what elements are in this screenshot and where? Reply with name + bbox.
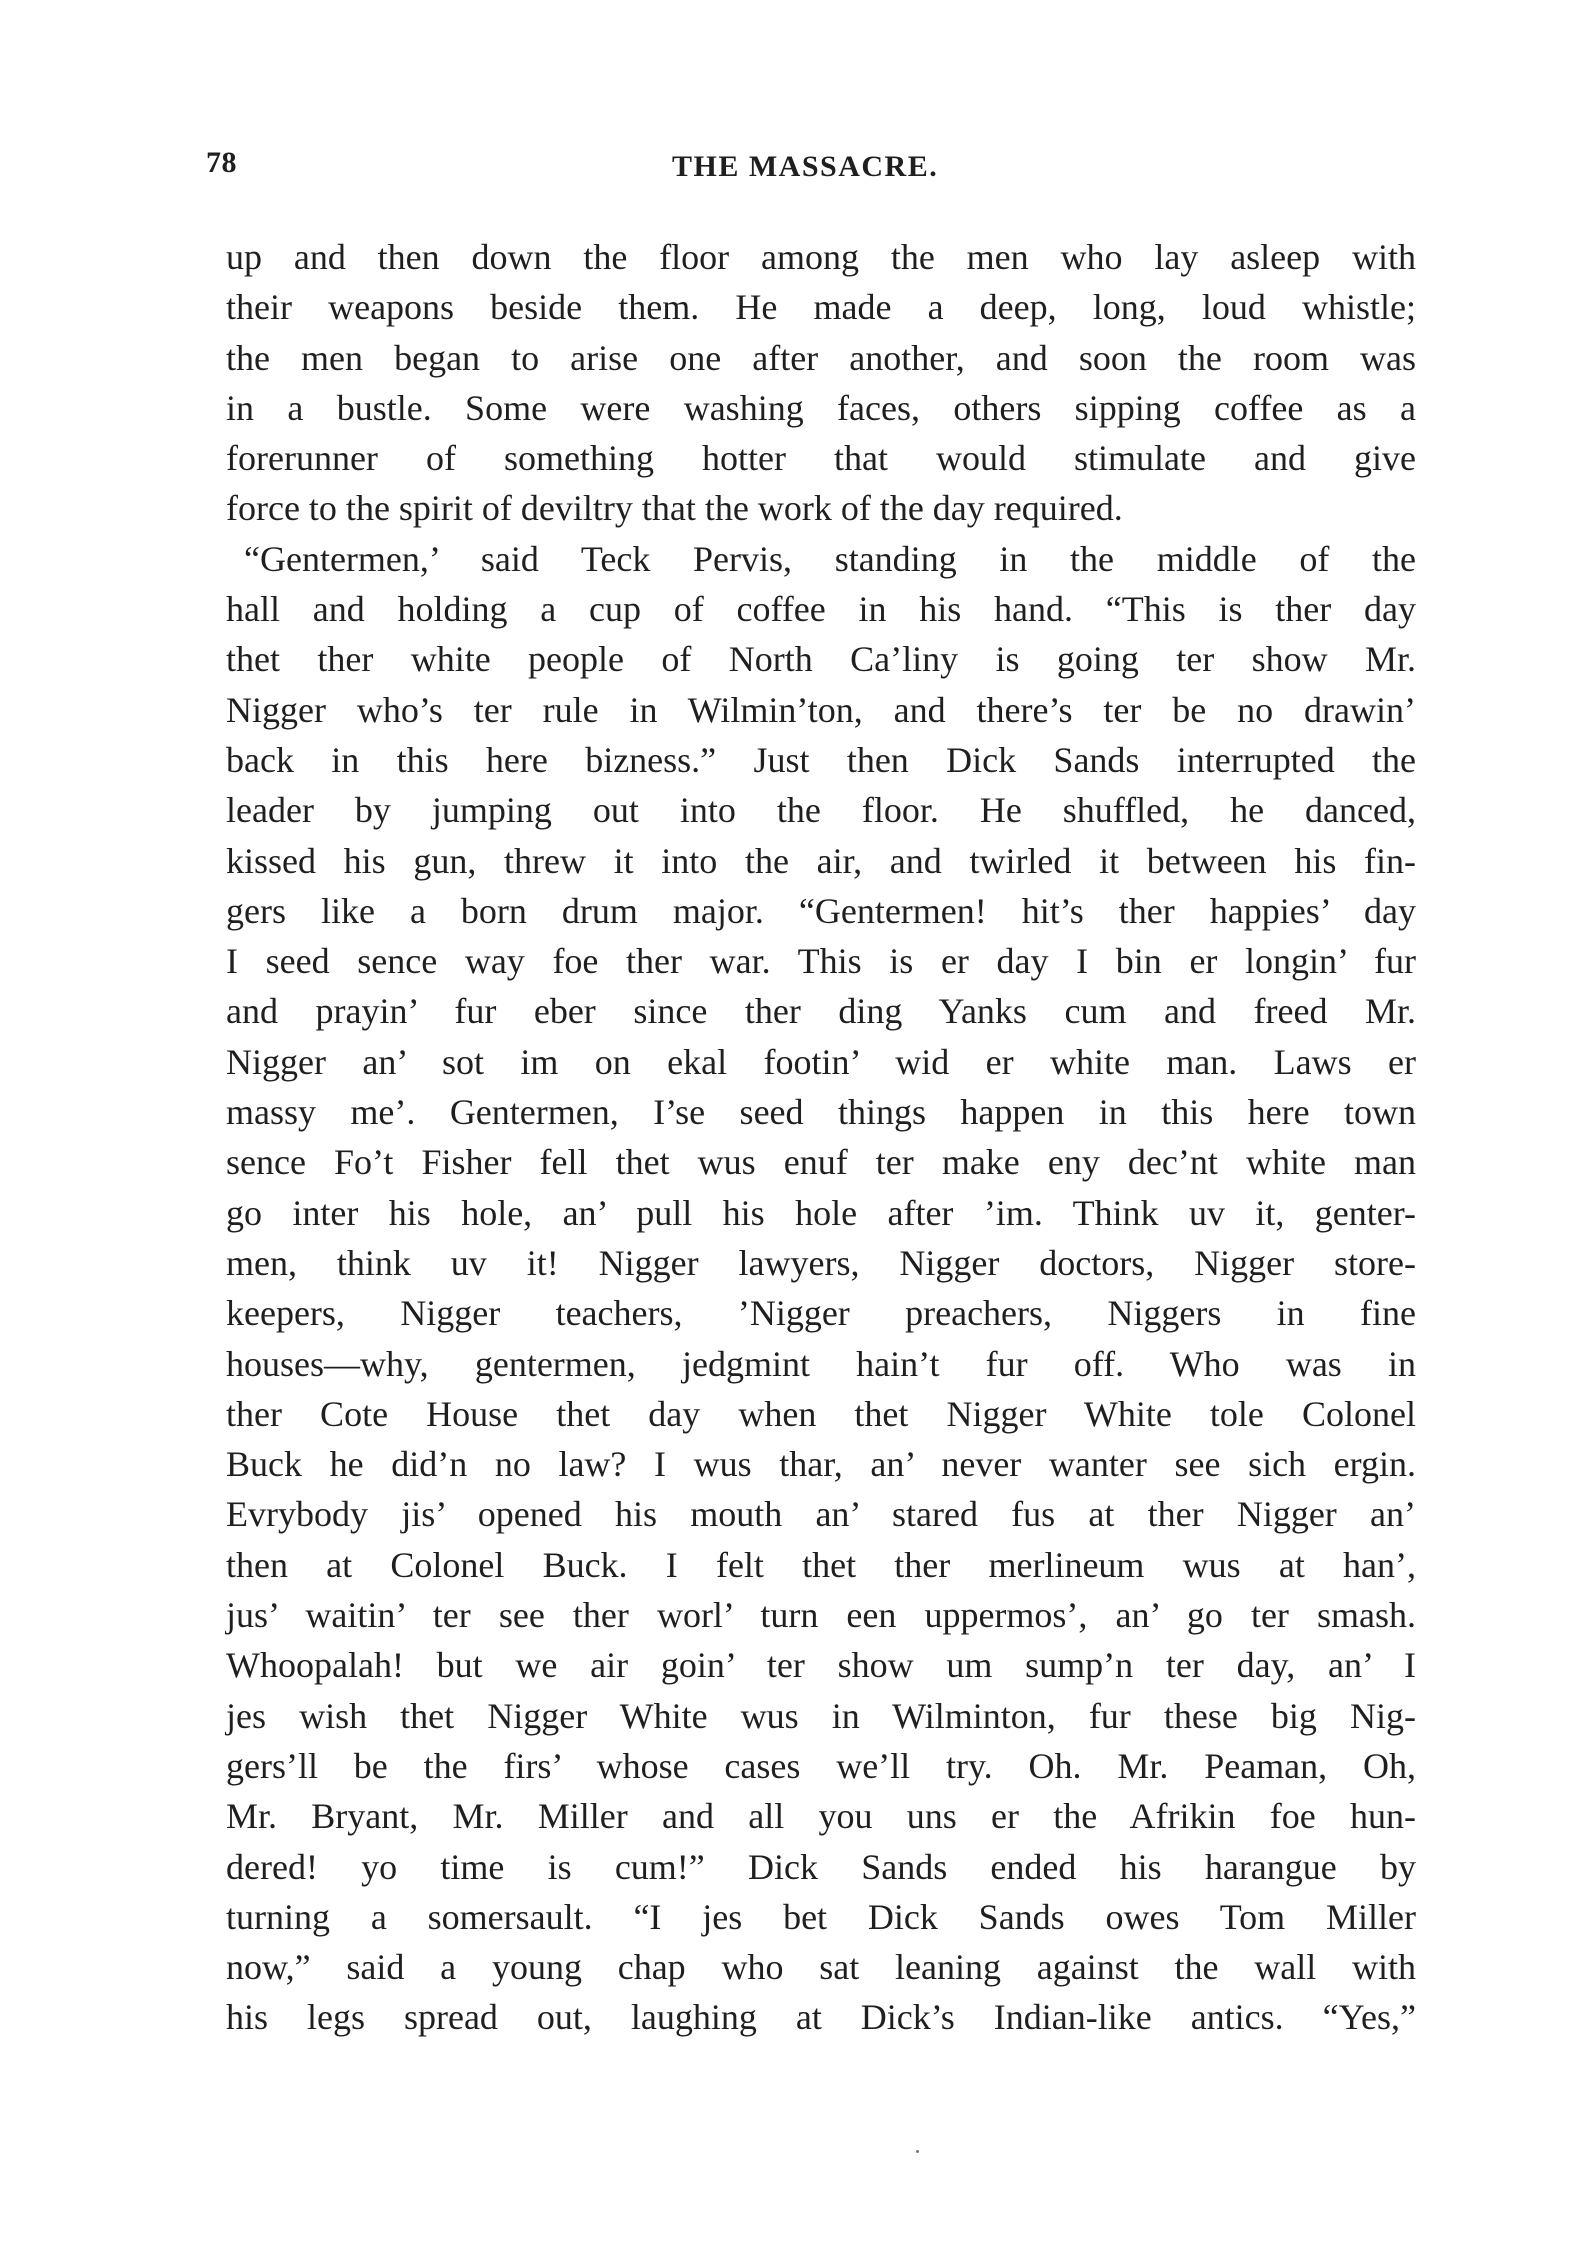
text-line: keepers, Nigger teachers, ’Nigger preachers, Niggers in fine [226,1293,1416,1334]
text-line: Evrybody jis’ opened his mouth an’ stared fus at ther Nigger an’ [226,1494,1416,1535]
text-line: sence Fo’t Fisher fell thet wus enuf ter make eny dec’nt white man [226,1142,1416,1183]
text-line: ther Cote House thet day when thet Nigger White tole Colonel [226,1393,1416,1434]
text-line: massy me’. Gentermen, I’se seed things happen in this here town [226,1092,1416,1133]
text-line: men, think uv it! Nigger lawyers, Nigger doctors, Nigger store- [226,1242,1416,1283]
text-line: Nigger who’s ter rule in Wilmin’ton, and there’s ter be no drawin’ [226,689,1416,730]
text-line: his legs spread out, laughing at Dick’s Indian-like antics. “Yes,” [226,1997,1416,2038]
text-line: then at Colonel Buck. I felt thet ther merlineum wus at han’, [226,1544,1416,1585]
text-line: Nigger an’ sot im on ekal footin’ wid er white man. Laws er [226,1041,1416,1082]
text-line: gers like a born drum major. “Gentermen! hit’s ther happies’ day [226,890,1416,931]
print-speck [916,2150,919,2153]
text-line: and prayin’ fur eber since ther ding Yanks cum and freed Mr. [226,991,1416,1032]
text-line: gers’ll be the firs’ whose cases we’ll try. Oh. Mr. Peaman, Oh, [226,1745,1416,1786]
text-line: jus’ waitin’ ter see ther worl’ turn een uppermos’, an’ go ter smash. [226,1595,1416,1636]
text-line: turning a somersault. “I jes bet Dick Sands owes Tom Miller [226,1896,1416,1937]
text-line: their weapons beside them. He made a deep, long, loud whistle; [226,287,1416,328]
text-line: hall and holding a cup of coffee in his hand. “This is ther day [226,589,1416,630]
text-line: now,” said a young chap who sat leaning against the wall with [226,1947,1416,1988]
text-line: go inter his hole, an’ pull his hole after ’im. Think uv it, genter- [226,1192,1416,1233]
text-line: jes wish thet Nigger White wus in Wilminton, fur these big Nig- [226,1695,1416,1736]
text-line: force to the spirit of deviltry that the work of the day required. [226,488,1123,529]
text-line: back in this here bizness.” Just then Dick Sands interrupted the [226,739,1416,780]
text-line: leader by jumping out into the floor. He shuffled, he danced, [226,790,1416,831]
text-line: Whoopalah! but we air goin’ ter show um sump’n ter day, an’ I [226,1645,1416,1686]
text-line: dered! yo time is cum!” Dick Sands ended his harangue by [226,1846,1416,1887]
text-line: the men began to arise one after another, and soon the room was [226,337,1416,378]
page-number: 78 [206,146,237,179]
text-line: thet ther white people of North Ca’liny is going ter show Mr. [226,639,1416,680]
text-line: “Gentermen,’ said Teck Pervis, standing in the middle of the [244,538,1416,579]
text-line: Mr. Bryant, Mr. Miller and all you uns er the Afrikin foe hun- [226,1796,1416,1837]
text-line: forerunner of something hotter that would stimulate and give [226,438,1416,479]
text-line: houses—why, gentermen, jedgmint hain’t fur off. Who was in [226,1343,1416,1384]
text-line: Buck he did’n no law? I wus thar, an’ never wanter see sich ergin. [226,1444,1416,1485]
body-text [226,232,1416,2043]
text-line: I seed sence way foe ther war. This is er day I bin er longin’ fur [226,941,1416,982]
text-line: up and then down the floor among the men who lay asleep with [226,237,1416,277]
text-line: kissed his gun, threw it into the air, and twirled it between his fin- [226,840,1416,881]
text-line: in a bustle. Some were washing faces, others sipping coffee as a [226,387,1416,428]
running-title: THE MASSACRE. [672,150,939,183]
